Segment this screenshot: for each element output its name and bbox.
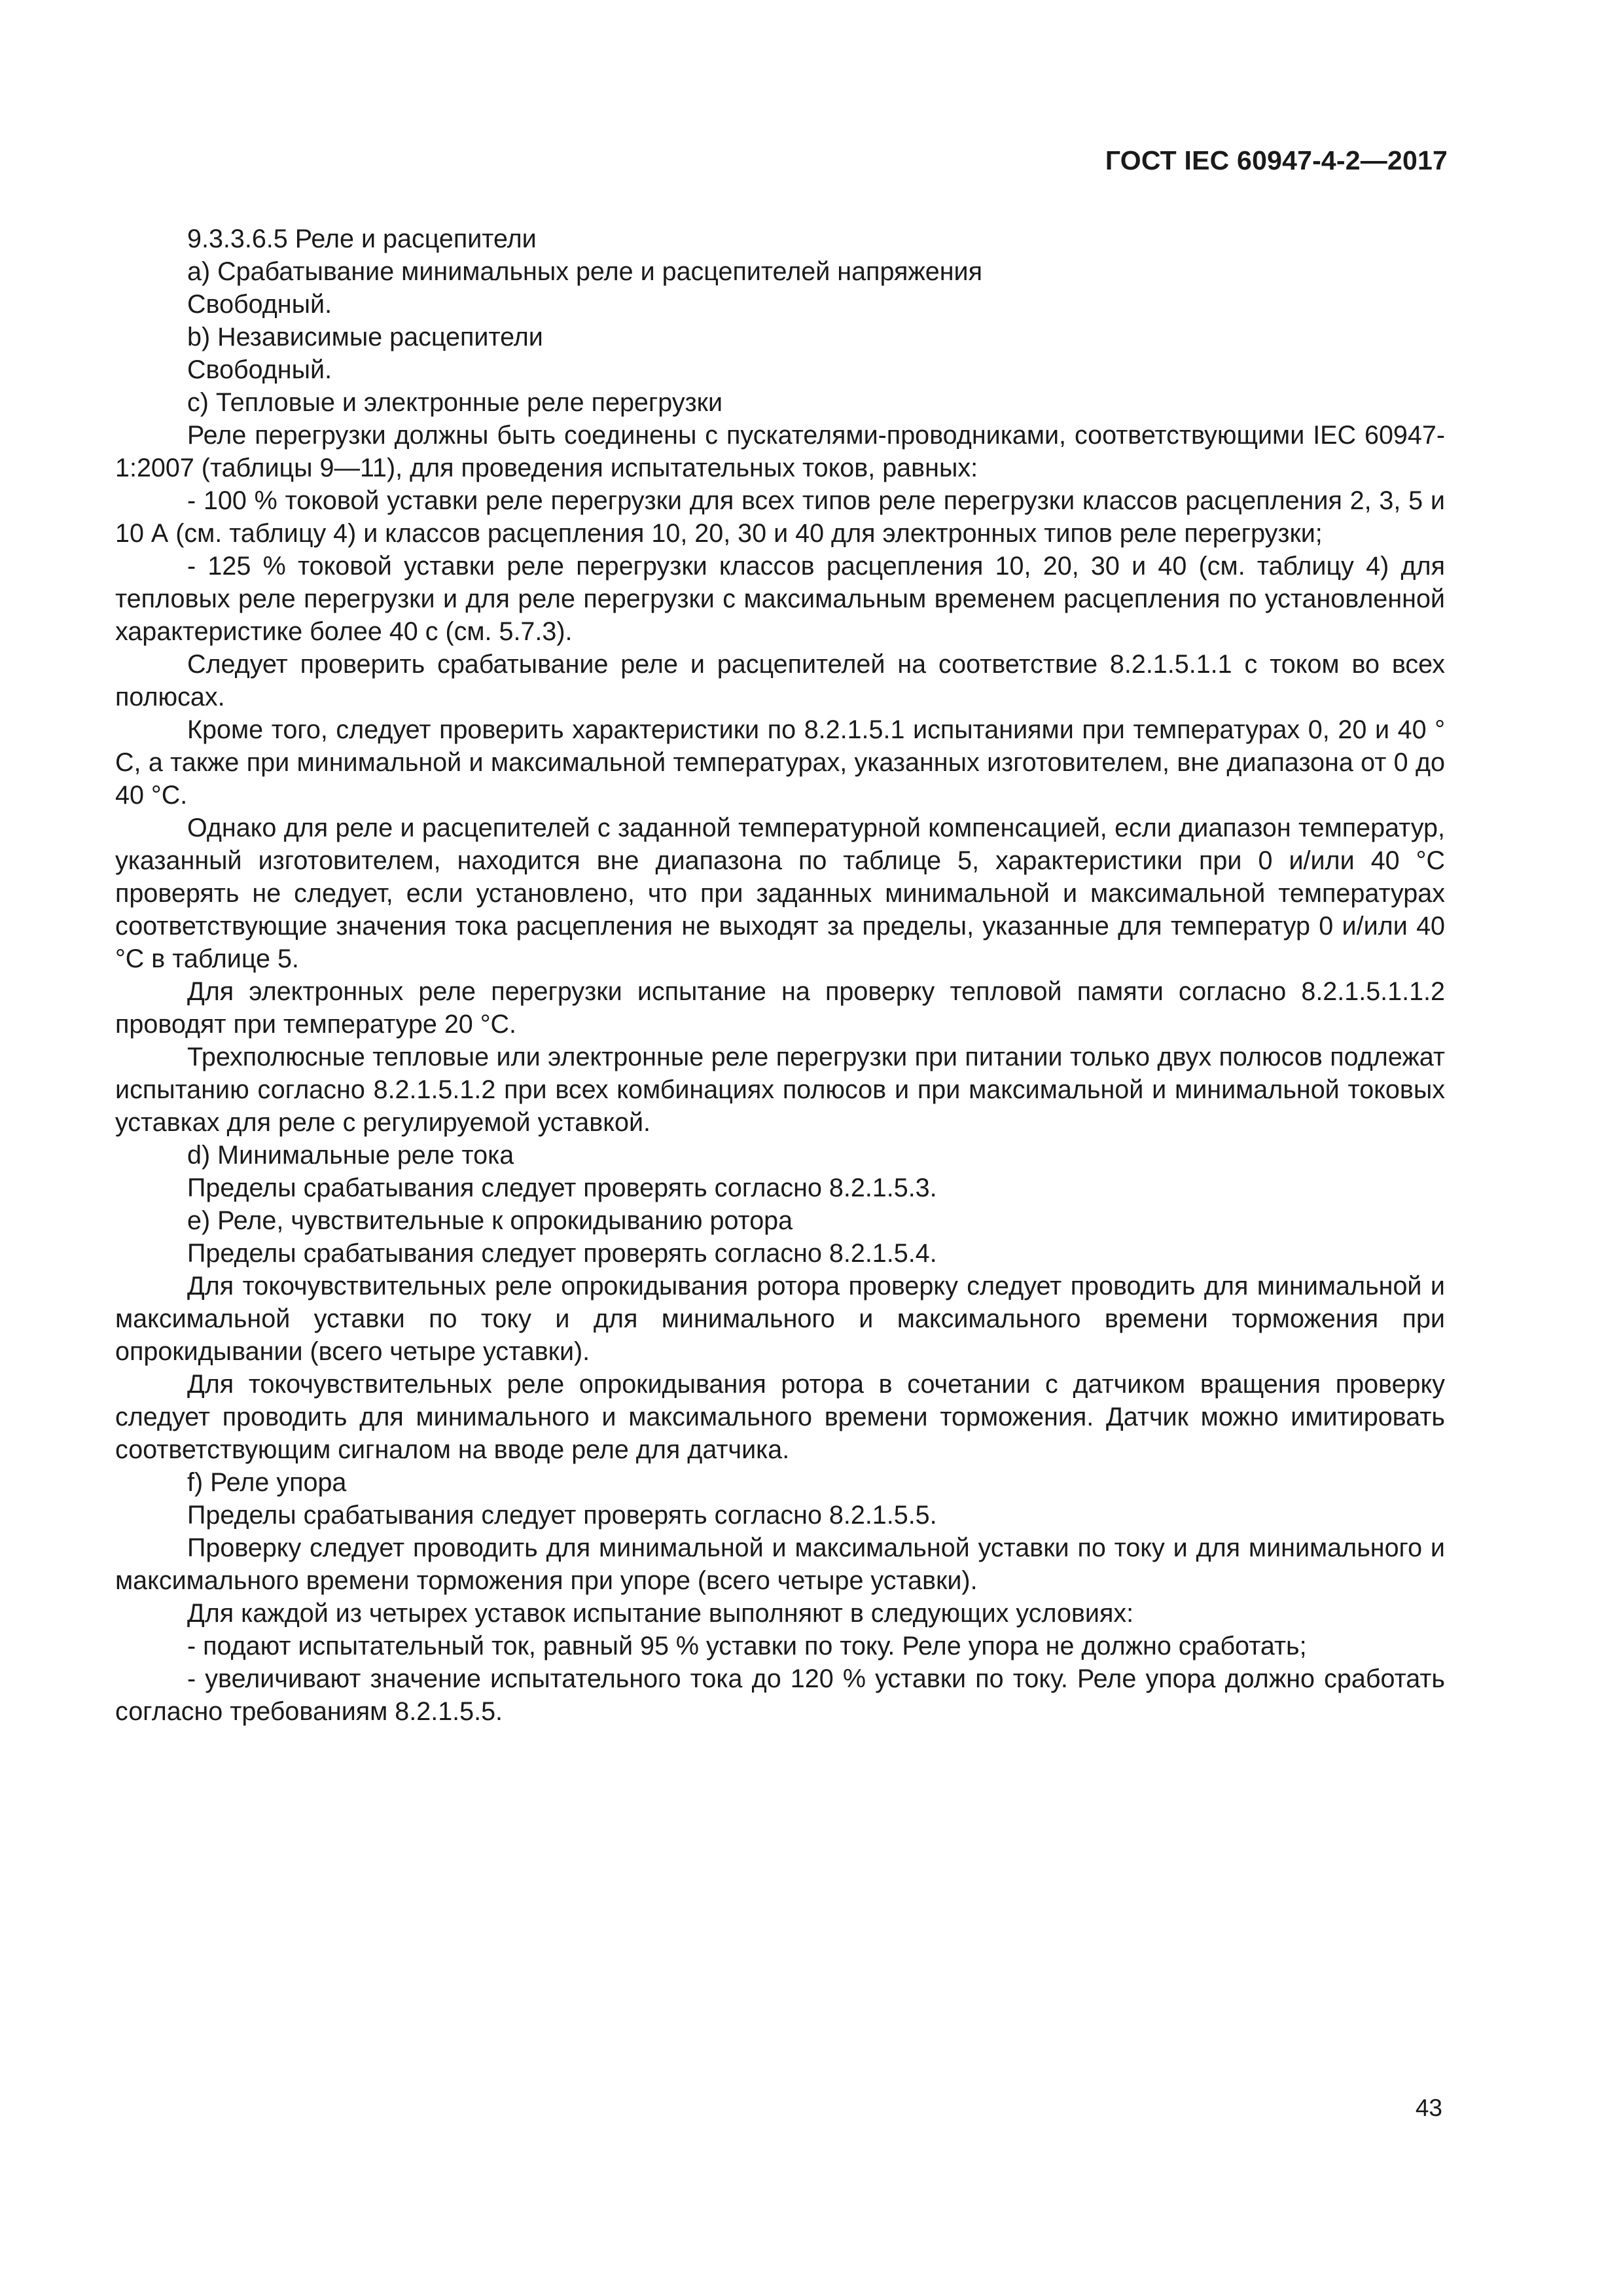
paragraph: Для токочувствительных реле опрокидывания ротора в сочетании с датчиком вращения проверку следует проводить для минимального и максимального времени торможения. Датчик можно имитировать соответствующим сигналом на вводе реле для датчика.: [115, 1370, 1445, 1464]
paragraph: Свободный.: [187, 290, 332, 319]
document-header: ГОСТ IEC 60947-4-2—2017: [1105, 145, 1448, 175]
paragraph: Реле перегрузки должны быть соединены с пускателями-проводниками, соответствующими IEC 60947-1:2007 (таблицы 9—11), для проведения испытательных токов, равных:: [115, 421, 1445, 482]
subsection-heading: е) Реле, чувствительные к опрокидыванию ротора: [187, 1206, 793, 1235]
section-heading: 9.3.3.6.5 Реле и расцепители: [187, 224, 537, 253]
list-item: - 100 % токовой уставки реле перегрузки для всех типов реле перегрузки классов расцепления 2, 3, 5 и 10 А (см. таблицу 4) и классов расцепления 10, 20, 30 и 40 для электронных типов реле перегрузки;: [115, 486, 1445, 548]
subsection-heading: d) Минимальные реле тока: [187, 1141, 514, 1170]
paragraph: Пределы срабатывания следует проверять согласно 8.2.1.5.3.: [187, 1174, 937, 1202]
document-body: [115, 223, 1445, 1728]
paragraph: Для каждой из четырех уставок испытание выполняют в следующих условиях:: [187, 1599, 1134, 1628]
paragraph: Пределы срабатывания следует проверять согласно 8.2.1.5.4.: [187, 1239, 937, 1268]
paragraph: Для электронных реле перегрузки испытание на проверку тепловой памяти согласно 8.2.1.5.1.1.2 проводят при температуре 20 °С.: [115, 977, 1445, 1039]
page-number: 43: [1415, 2094, 1442, 2121]
paragraph: Для токочувствительных реле опрокидывания ротора проверку следует проводить для минимальной и максимальной уставки по току и для минимального и максимального времени торможения при опрокидывании (всего четыре уставки).: [115, 1272, 1445, 1366]
subsection-heading: b) Независимые расцепители: [187, 323, 543, 351]
paragraph: Проверку следует проводить для минимальной и максимальной уставки по току и для минимального и максимального времени торможения при упоре (всего четыре уставки).: [115, 1534, 1445, 1595]
paragraph: Кроме того, следует проверить характеристики по 8.2.1.5.1 испытаниями при температурах 0, 20 и 40 ° С, а также при минимальной и максимальной температурах, указанных изготовителем, вне диапазона от 0 до 40 °С.: [115, 715, 1445, 810]
subsection-heading: f) Реле упора: [187, 1468, 347, 1497]
list-item: - 125 % токовой уставки реле перегрузки классов расцепления 10, 20, 30 и 40 (см. таблицу 4) для тепловых реле перегрузки и для реле перегрузки с максимальным временем расцепления по установленной характеристике более 40 с (см. 5.7.3).: [115, 552, 1445, 646]
paragraph: Однако для реле и расцепителей с заданной температурной компенсацией, если диапазон температур, указанный изготовителем, находится вне диапазона по таблице 5, характеристики при 0 и/или 40 °С проверять не следует, если установлено, что при заданных минимальной и максимальной температурах соответствующие значения тока расцепления не выходят за пределы, указанные для температур 0 и/или 40 °С в таблице 5.: [115, 814, 1445, 973]
paragraph: Пределы срабатывания следует проверять согласно 8.2.1.5.5.: [187, 1501, 937, 1530]
paragraph: Следует проверить срабатывание реле и расцепителей на соответствие 8.2.1.5.1.1 с током во всех полюсах.: [115, 650, 1445, 711]
paragraph: Свободный.: [187, 355, 332, 384]
list-item: - увеличивают значение испытательного тока до 120 % уставки по току. Реле упора должно сработать согласно требованиям 8.2.1.5.5.: [115, 1664, 1445, 1726]
subsection-heading: а) Срабатывание минимальных реле и расцепителей напряжения: [187, 257, 983, 286]
list-item: - подают испытательный ток, равный 95 % уставки по току. Реле упора не должно сработать;: [187, 1632, 1307, 1660]
paragraph: Трехполюсные тепловые или электронные реле перегрузки при питании только двух полюсов подлежат испытанию согласно 8.2.1.5.1.2 при всех комбинациях полюсов и при максимальной и минимальной токовых уставках для реле с регулируемой уставкой.: [115, 1043, 1445, 1137]
subsection-heading: с) Тепловые и электронные реле перегрузки: [187, 388, 723, 417]
